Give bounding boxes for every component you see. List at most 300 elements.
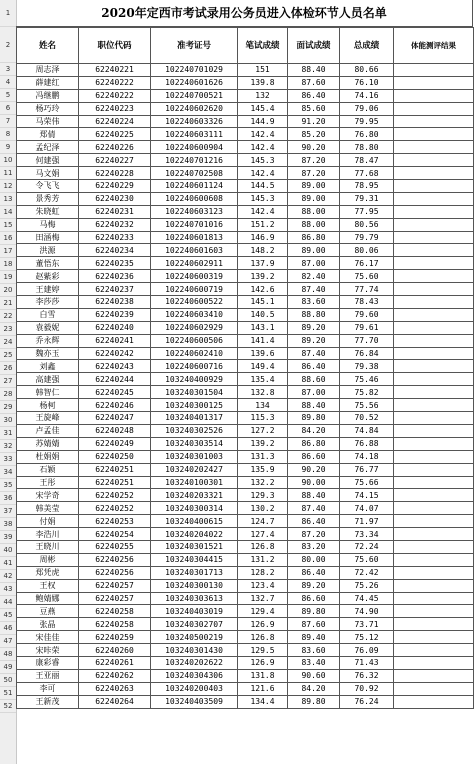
cell-fitness-result[interactable] [394, 231, 474, 244]
cell-position-code[interactable]: 62240233 [79, 231, 151, 244]
cell-interview-score[interactable]: 89.40 [288, 631, 340, 644]
cell-interview-score[interactable]: 87.20 [288, 154, 340, 167]
row-number[interactable]: 38 [0, 518, 16, 531]
cell-fitness-result[interactable] [394, 360, 474, 373]
cell-fitness-result[interactable] [394, 450, 474, 463]
cell-written-score[interactable]: 121.6 [238, 682, 288, 695]
cell-total-score[interactable]: 75.60 [340, 270, 394, 283]
row-number[interactable]: 9 [0, 141, 16, 154]
cell-name[interactable]: 韩智仁 [17, 386, 79, 399]
cell-total-score[interactable]: 79.61 [340, 321, 394, 334]
row-number[interactable]: 6 [0, 102, 16, 115]
cell-written-score[interactable]: 123.4 [238, 579, 288, 592]
cell-position-code[interactable]: 62240242 [79, 347, 151, 360]
cell-written-score[interactable]: 130.2 [238, 502, 288, 515]
cell-name[interactable]: 冯继鹏 [17, 89, 79, 102]
cell-total-score[interactable]: 79.38 [340, 360, 394, 373]
cell-written-score[interactable]: 132.2 [238, 476, 288, 489]
cell-interview-score[interactable]: 82.40 [288, 270, 340, 283]
cell-fitness-result[interactable] [394, 528, 474, 541]
header-name[interactable]: 姓名 [17, 28, 79, 64]
cell-total-score[interactable]: 74.90 [340, 605, 394, 618]
cell-total-score[interactable]: 80.06 [340, 244, 394, 257]
cell-fitness-result[interactable] [394, 631, 474, 644]
row-number[interactable]: 21 [0, 297, 16, 310]
cell-fitness-result[interactable] [394, 167, 474, 180]
row-number[interactable]: 16 [0, 232, 16, 245]
cell-name[interactable]: 付娟 [17, 515, 79, 528]
cell-interview-score[interactable]: 88.80 [288, 308, 340, 321]
cell-interview-score[interactable]: 89.80 [288, 695, 340, 708]
cell-interview-score[interactable]: 86.80 [288, 437, 340, 450]
cell-position-code[interactable]: 62240253 [79, 515, 151, 528]
row-number[interactable]: 32 [0, 440, 16, 453]
row-number[interactable]: 48 [0, 648, 16, 661]
cell-total-score[interactable]: 78.47 [340, 154, 394, 167]
row-number[interactable]: 37 [0, 505, 16, 518]
cell-fitness-result[interactable] [394, 192, 474, 205]
cell-position-code[interactable]: 62240241 [79, 334, 151, 347]
cell-position-code[interactable]: 62240227 [79, 154, 151, 167]
cell-fitness-result[interactable] [394, 476, 474, 489]
cell-interview-score[interactable]: 83.20 [288, 540, 340, 553]
cell-fitness-result[interactable] [394, 244, 474, 257]
row-number[interactable]: 5 [0, 89, 16, 102]
cell-position-code[interactable]: 62240259 [79, 631, 151, 644]
cell-name[interactable]: 王彤 [17, 476, 79, 489]
cell-exam-number[interactable]: 102240602410 [151, 347, 238, 360]
cell-exam-number[interactable]: 102240601813 [151, 231, 238, 244]
cell-total-score[interactable]: 80.56 [340, 218, 394, 231]
cell-exam-number[interactable]: 102240603410 [151, 308, 238, 321]
cell-total-score[interactable]: 76.80 [340, 128, 394, 141]
cell-interview-score[interactable]: 89.20 [288, 579, 340, 592]
cell-interview-score[interactable]: 87.60 [288, 76, 340, 89]
cell-interview-score[interactable]: 86.60 [288, 592, 340, 605]
cell-fitness-result[interactable] [394, 412, 474, 425]
cell-written-score[interactable]: 142.4 [238, 141, 288, 154]
cell-name[interactable]: 王建婷 [17, 283, 79, 296]
cell-total-score[interactable]: 72.42 [340, 566, 394, 579]
cell-written-score[interactable]: 124.7 [238, 515, 288, 528]
cell-total-score[interactable]: 76.10 [340, 76, 394, 89]
row-number[interactable]: 26 [0, 362, 16, 375]
cell-written-score[interactable]: 129.4 [238, 605, 288, 618]
cell-exam-number[interactable]: 103240301521 [151, 540, 238, 553]
cell-name[interactable]: 康彩睿 [17, 656, 79, 669]
cell-total-score[interactable]: 71.43 [340, 656, 394, 669]
cell-position-code[interactable]: 62240228 [79, 167, 151, 180]
cell-interview-score[interactable]: 86.40 [288, 566, 340, 579]
cell-position-code[interactable]: 62240223 [79, 102, 151, 115]
row-number[interactable]: 3 [0, 63, 16, 76]
cell-interview-score[interactable]: 88.40 [288, 399, 340, 412]
row-number[interactable]: 40 [0, 544, 16, 557]
cell-interview-score[interactable]: 88.00 [288, 218, 340, 231]
cell-name[interactable]: 周彬 [17, 553, 79, 566]
row-number[interactable]: 17 [0, 245, 16, 258]
cell-interview-score[interactable]: 83.60 [288, 644, 340, 657]
cell-name[interactable]: 高建强 [17, 373, 79, 386]
cell-exam-number[interactable]: 103240200403 [151, 682, 238, 695]
cell-position-code[interactable]: 62240252 [79, 489, 151, 502]
row-number[interactable]: 1 [0, 0, 16, 27]
cell-interview-score[interactable]: 88.60 [288, 373, 340, 386]
cell-interview-score[interactable]: 86.40 [288, 515, 340, 528]
cell-interview-score[interactable]: 87.20 [288, 528, 340, 541]
cell-position-code[interactable]: 62240224 [79, 115, 151, 128]
cell-name[interactable]: 薛建红 [17, 76, 79, 89]
cell-exam-number[interactable]: 102240600716 [151, 360, 238, 373]
cell-written-score[interactable]: 139.6 [238, 347, 288, 360]
cell-interview-score[interactable]: 85.60 [288, 102, 340, 115]
cell-written-score[interactable]: 148.2 [238, 244, 288, 257]
cell-fitness-result[interactable] [394, 283, 474, 296]
cell-written-score[interactable]: 142.4 [238, 167, 288, 180]
cell-fitness-result[interactable] [394, 682, 474, 695]
row-number[interactable]: 24 [0, 336, 16, 349]
cell-fitness-result[interactable] [394, 669, 474, 682]
header-position-code[interactable]: 职位代码 [79, 28, 151, 64]
row-number[interactable]: 14 [0, 206, 16, 219]
row-number[interactable]: 34 [0, 466, 16, 479]
cell-written-score[interactable]: 141.4 [238, 334, 288, 347]
cell-exam-number[interactable]: 102240600608 [151, 192, 238, 205]
cell-exam-number[interactable]: 103240303514 [151, 437, 238, 450]
cell-position-code[interactable]: 62240238 [79, 296, 151, 309]
cell-total-score[interactable]: 80.66 [340, 64, 394, 77]
row-number[interactable]: 39 [0, 531, 16, 544]
cell-name[interactable]: 王亚丽 [17, 669, 79, 682]
row-number[interactable]: 2 [0, 27, 16, 63]
cell-name[interactable]: 白雪 [17, 308, 79, 321]
cell-exam-number[interactable]: 102240701016 [151, 218, 238, 231]
cell-name[interactable]: 李可 [17, 682, 79, 695]
cell-written-score[interactable]: 132.7 [238, 592, 288, 605]
row-number[interactable]: 47 [0, 635, 16, 648]
cell-total-score[interactable]: 79.79 [340, 231, 394, 244]
cell-exam-number[interactable]: 102240700521 [151, 89, 238, 102]
cell-written-score[interactable]: 115.3 [238, 412, 288, 425]
cell-position-code[interactable]: 62240226 [79, 141, 151, 154]
cell-total-score[interactable]: 72.24 [340, 540, 394, 553]
cell-interview-score[interactable]: 84.20 [288, 682, 340, 695]
cell-exam-number[interactable]: 103240100301 [151, 476, 238, 489]
cell-fitness-result[interactable] [394, 89, 474, 102]
row-number[interactable]: 20 [0, 284, 16, 297]
row-number[interactable]: 46 [0, 622, 16, 635]
cell-position-code[interactable]: 62240235 [79, 257, 151, 270]
cell-name[interactable]: 景秀芳 [17, 192, 79, 205]
cell-interview-score[interactable]: 83.40 [288, 656, 340, 669]
cell-total-score[interactable]: 76.77 [340, 463, 394, 476]
cell-name[interactable]: 豆燕 [17, 605, 79, 618]
cell-fitness-result[interactable] [394, 437, 474, 450]
row-number[interactable]: 51 [0, 687, 16, 700]
cell-fitness-result[interactable] [394, 180, 474, 193]
cell-position-code[interactable]: 62240262 [79, 669, 151, 682]
row-number[interactable]: 29 [0, 401, 16, 414]
cell-written-score[interactable]: 145.3 [238, 154, 288, 167]
cell-fitness-result[interactable] [394, 579, 474, 592]
cell-position-code[interactable]: 62240231 [79, 205, 151, 218]
cell-exam-number[interactable]: 103240401317 [151, 412, 238, 425]
row-number[interactable]: 31 [0, 427, 16, 440]
cell-name[interactable]: 卢孟佳 [17, 424, 79, 437]
cell-written-score[interactable]: 129.3 [238, 489, 288, 502]
cell-name[interactable]: 马荣伟 [17, 115, 79, 128]
cell-interview-score[interactable]: 90.20 [288, 141, 340, 154]
cell-name[interactable]: 郑倩 [17, 128, 79, 141]
cell-position-code[interactable]: 62240247 [79, 412, 151, 425]
cell-total-score[interactable]: 75.82 [340, 386, 394, 399]
cell-written-score[interactable]: 126.9 [238, 656, 288, 669]
cell-interview-score[interactable]: 86.40 [288, 89, 340, 102]
cell-exam-number[interactable]: 103240500219 [151, 631, 238, 644]
cell-position-code[interactable]: 62240221 [79, 64, 151, 77]
cell-position-code[interactable]: 62240252 [79, 502, 151, 515]
cell-total-score[interactable]: 79.95 [340, 115, 394, 128]
cell-interview-score[interactable]: 89.20 [288, 334, 340, 347]
cell-exam-number[interactable]: 103240403509 [151, 695, 238, 708]
cell-fitness-result[interactable] [394, 154, 474, 167]
cell-total-score[interactable]: 74.07 [340, 502, 394, 515]
cell-fitness-result[interactable] [394, 515, 474, 528]
row-number[interactable]: 19 [0, 271, 16, 284]
cell-interview-score[interactable]: 86.80 [288, 231, 340, 244]
cell-position-code[interactable]: 62240250 [79, 450, 151, 463]
cell-total-score[interactable]: 78.80 [340, 141, 394, 154]
cell-fitness-result[interactable] [394, 424, 474, 437]
cell-position-code[interactable]: 62240261 [79, 656, 151, 669]
cell-name[interactable]: 刘鑫 [17, 360, 79, 373]
cell-position-code[interactable]: 62240256 [79, 553, 151, 566]
cell-name[interactable]: 韩美莹 [17, 502, 79, 515]
cell-position-code[interactable]: 62240263 [79, 682, 151, 695]
cell-interview-score[interactable]: 84.20 [288, 424, 340, 437]
cell-written-score[interactable]: 126.8 [238, 631, 288, 644]
row-number[interactable]: 10 [0, 154, 16, 167]
cell-fitness-result[interactable] [394, 115, 474, 128]
cell-name[interactable]: 马文娟 [17, 167, 79, 180]
cell-fitness-result[interactable] [394, 296, 474, 309]
cell-interview-score[interactable]: 90.60 [288, 669, 340, 682]
cell-interview-score[interactable]: 89.20 [288, 321, 340, 334]
cell-exam-number[interactable]: 103240304306 [151, 669, 238, 682]
cell-written-score[interactable]: 139.2 [238, 437, 288, 450]
cell-position-code[interactable]: 62240255 [79, 540, 151, 553]
cell-interview-score[interactable]: 90.20 [288, 463, 340, 476]
cell-fitness-result[interactable] [394, 540, 474, 553]
cell-interview-score[interactable]: 86.40 [288, 360, 340, 373]
cell-fitness-result[interactable] [394, 205, 474, 218]
cell-total-score[interactable]: 71.97 [340, 515, 394, 528]
cell-total-score[interactable]: 79.31 [340, 192, 394, 205]
cell-interview-score[interactable]: 87.00 [288, 257, 340, 270]
cell-written-score[interactable]: 126.8 [238, 540, 288, 553]
cell-interview-score[interactable]: 91.20 [288, 115, 340, 128]
row-number[interactable]: 44 [0, 596, 16, 609]
row-number[interactable]: 49 [0, 661, 16, 674]
cell-name[interactable]: 马梅 [17, 218, 79, 231]
cell-total-score[interactable]: 75.12 [340, 631, 394, 644]
row-number[interactable]: 8 [0, 128, 16, 141]
cell-written-score[interactable]: 134 [238, 399, 288, 412]
cell-exam-number[interactable]: 102240602929 [151, 321, 238, 334]
cell-total-score[interactable]: 73.34 [340, 528, 394, 541]
cell-name[interactable]: 张晶 [17, 618, 79, 631]
cell-fitness-result[interactable] [394, 592, 474, 605]
cell-total-score[interactable]: 70.52 [340, 412, 394, 425]
cell-total-score[interactable]: 77.68 [340, 167, 394, 180]
cell-total-score[interactable]: 74.16 [340, 89, 394, 102]
cell-exam-number[interactable]: 102240603111 [151, 128, 238, 141]
cell-fitness-result[interactable] [394, 605, 474, 618]
cell-fitness-result[interactable] [394, 656, 474, 669]
cell-exam-number[interactable]: 103240300314 [151, 502, 238, 515]
row-number[interactable]: 42 [0, 570, 16, 583]
cell-exam-number[interactable]: 102240603326 [151, 115, 238, 128]
cell-exam-number[interactable]: 103240203321 [151, 489, 238, 502]
row-number[interactable]: 35 [0, 479, 16, 492]
cell-name[interactable]: 王权 [17, 579, 79, 592]
cell-written-score[interactable]: 149.4 [238, 360, 288, 373]
cell-total-score[interactable]: 77.70 [340, 334, 394, 347]
cell-exam-number[interactable]: 103240303613 [151, 592, 238, 605]
cell-position-code[interactable]: 62240225 [79, 128, 151, 141]
cell-position-code[interactable]: 62240257 [79, 592, 151, 605]
cell-name[interactable]: 宋学奇 [17, 489, 79, 502]
cell-name[interactable]: 苏婧婧 [17, 437, 79, 450]
row-number[interactable]: 52 [0, 700, 16, 713]
row-number[interactable]: 43 [0, 583, 16, 596]
cell-exam-number[interactable]: 102240600904 [151, 141, 238, 154]
cell-total-score[interactable]: 74.18 [340, 450, 394, 463]
cell-position-code[interactable]: 62240246 [79, 399, 151, 412]
cell-fitness-result[interactable] [394, 141, 474, 154]
row-number[interactable]: 15 [0, 219, 16, 232]
cell-position-code[interactable]: 62240240 [79, 321, 151, 334]
cell-fitness-result[interactable] [394, 334, 474, 347]
cell-total-score[interactable]: 78.43 [340, 296, 394, 309]
cell-fitness-result[interactable] [394, 64, 474, 77]
cell-written-score[interactable]: 142.6 [238, 283, 288, 296]
cell-position-code[interactable]: 62240258 [79, 605, 151, 618]
cell-name[interactable]: 鲍婧娜 [17, 592, 79, 605]
cell-total-score[interactable]: 76.24 [340, 695, 394, 708]
cell-name[interactable]: 洪源 [17, 244, 79, 257]
cell-total-score[interactable]: 79.06 [340, 102, 394, 115]
cell-written-score[interactable]: 126.9 [238, 618, 288, 631]
cell-fitness-result[interactable] [394, 553, 474, 566]
cell-interview-score[interactable]: 87.40 [288, 502, 340, 515]
cell-exam-number[interactable]: 103240301504 [151, 386, 238, 399]
cell-total-score[interactable]: 76.17 [340, 257, 394, 270]
cell-written-score[interactable]: 127.2 [238, 424, 288, 437]
cell-written-score[interactable]: 143.1 [238, 321, 288, 334]
cell-position-code[interactable]: 62240244 [79, 373, 151, 386]
cell-position-code[interactable]: 62240251 [79, 463, 151, 476]
cell-fitness-result[interactable] [394, 308, 474, 321]
cell-position-code[interactable]: 62240248 [79, 424, 151, 437]
cell-fitness-result[interactable] [394, 128, 474, 141]
row-number[interactable]: 30 [0, 414, 16, 427]
cell-exam-number[interactable]: 103240302707 [151, 618, 238, 631]
cell-exam-number[interactable]: 103240304415 [151, 553, 238, 566]
cell-name[interactable]: 杨巧玲 [17, 102, 79, 115]
cell-written-score[interactable]: 144.5 [238, 180, 288, 193]
cell-position-code[interactable]: 62240232 [79, 218, 151, 231]
cell-written-score[interactable]: 135.4 [238, 373, 288, 386]
cell-name[interactable]: 朱晓虹 [17, 205, 79, 218]
cell-written-score[interactable]: 134.4 [238, 695, 288, 708]
cell-name[interactable]: 王晓川 [17, 540, 79, 553]
header-exam-number[interactable]: 准考证号 [151, 28, 238, 64]
cell-name[interactable]: 乔永辉 [17, 334, 79, 347]
row-number[interactable]: 28 [0, 388, 16, 401]
row-number[interactable]: 25 [0, 349, 16, 362]
cell-total-score[interactable]: 73.71 [340, 618, 394, 631]
cell-total-score[interactable]: 77.74 [340, 283, 394, 296]
cell-name[interactable]: 李莎莎 [17, 296, 79, 309]
cell-total-score[interactable]: 79.60 [340, 308, 394, 321]
cell-exam-number[interactable]: 103240300130 [151, 579, 238, 592]
sheet-title[interactable]: 2020年定西市考试录用公务员进入体检环节人员名单 [16, 0, 473, 27]
cell-position-code[interactable]: 62240256 [79, 566, 151, 579]
cell-fitness-result[interactable] [394, 257, 474, 270]
cell-fitness-result[interactable] [394, 644, 474, 657]
cell-written-score[interactable]: 131.8 [238, 669, 288, 682]
cell-written-score[interactable]: 145.4 [238, 102, 288, 115]
cell-fitness-result[interactable] [394, 399, 474, 412]
cell-interview-score[interactable]: 87.20 [288, 167, 340, 180]
cell-name[interactable]: 魏亦玉 [17, 347, 79, 360]
cell-exam-number[interactable]: 103240302526 [151, 424, 238, 437]
cell-name[interactable]: 石颖 [17, 463, 79, 476]
header-written-score[interactable]: 笔试成绩 [238, 28, 288, 64]
cell-written-score[interactable]: 142.4 [238, 205, 288, 218]
cell-name[interactable]: 宋咔荣 [17, 644, 79, 657]
cell-total-score[interactable]: 77.95 [340, 205, 394, 218]
cell-position-code[interactable]: 62240260 [79, 644, 151, 657]
cell-total-score[interactable]: 70.92 [340, 682, 394, 695]
cell-fitness-result[interactable] [394, 218, 474, 231]
cell-interview-score[interactable]: 89.80 [288, 412, 340, 425]
cell-name[interactable]: 李浩川 [17, 528, 79, 541]
cell-exam-number[interactable]: 103240301713 [151, 566, 238, 579]
cell-written-score[interactable]: 131.2 [238, 553, 288, 566]
row-number[interactable]: 33 [0, 453, 16, 466]
cell-written-score[interactable]: 142.4 [238, 128, 288, 141]
cell-name[interactable]: 郑凭虎 [17, 566, 79, 579]
cell-fitness-result[interactable] [394, 102, 474, 115]
cell-written-score[interactable]: 145.3 [238, 192, 288, 205]
cell-written-score[interactable]: 139.8 [238, 76, 288, 89]
cell-position-code[interactable]: 62240234 [79, 244, 151, 257]
row-number[interactable]: 23 [0, 323, 16, 336]
cell-exam-number[interactable]: 102240602620 [151, 102, 238, 115]
header-interview-score[interactable]: 面试成绩 [288, 28, 340, 64]
cell-position-code[interactable]: 62240239 [79, 308, 151, 321]
cell-exam-number[interactable]: 103240300125 [151, 399, 238, 412]
cell-written-score[interactable]: 135.9 [238, 463, 288, 476]
row-number[interactable]: 50 [0, 674, 16, 687]
cell-position-code[interactable]: 62240245 [79, 386, 151, 399]
cell-name[interactable]: 王新茂 [17, 695, 79, 708]
cell-total-score[interactable]: 74.45 [340, 592, 394, 605]
cell-name[interactable]: 袁毅妮 [17, 321, 79, 334]
cell-fitness-result[interactable] [394, 321, 474, 334]
